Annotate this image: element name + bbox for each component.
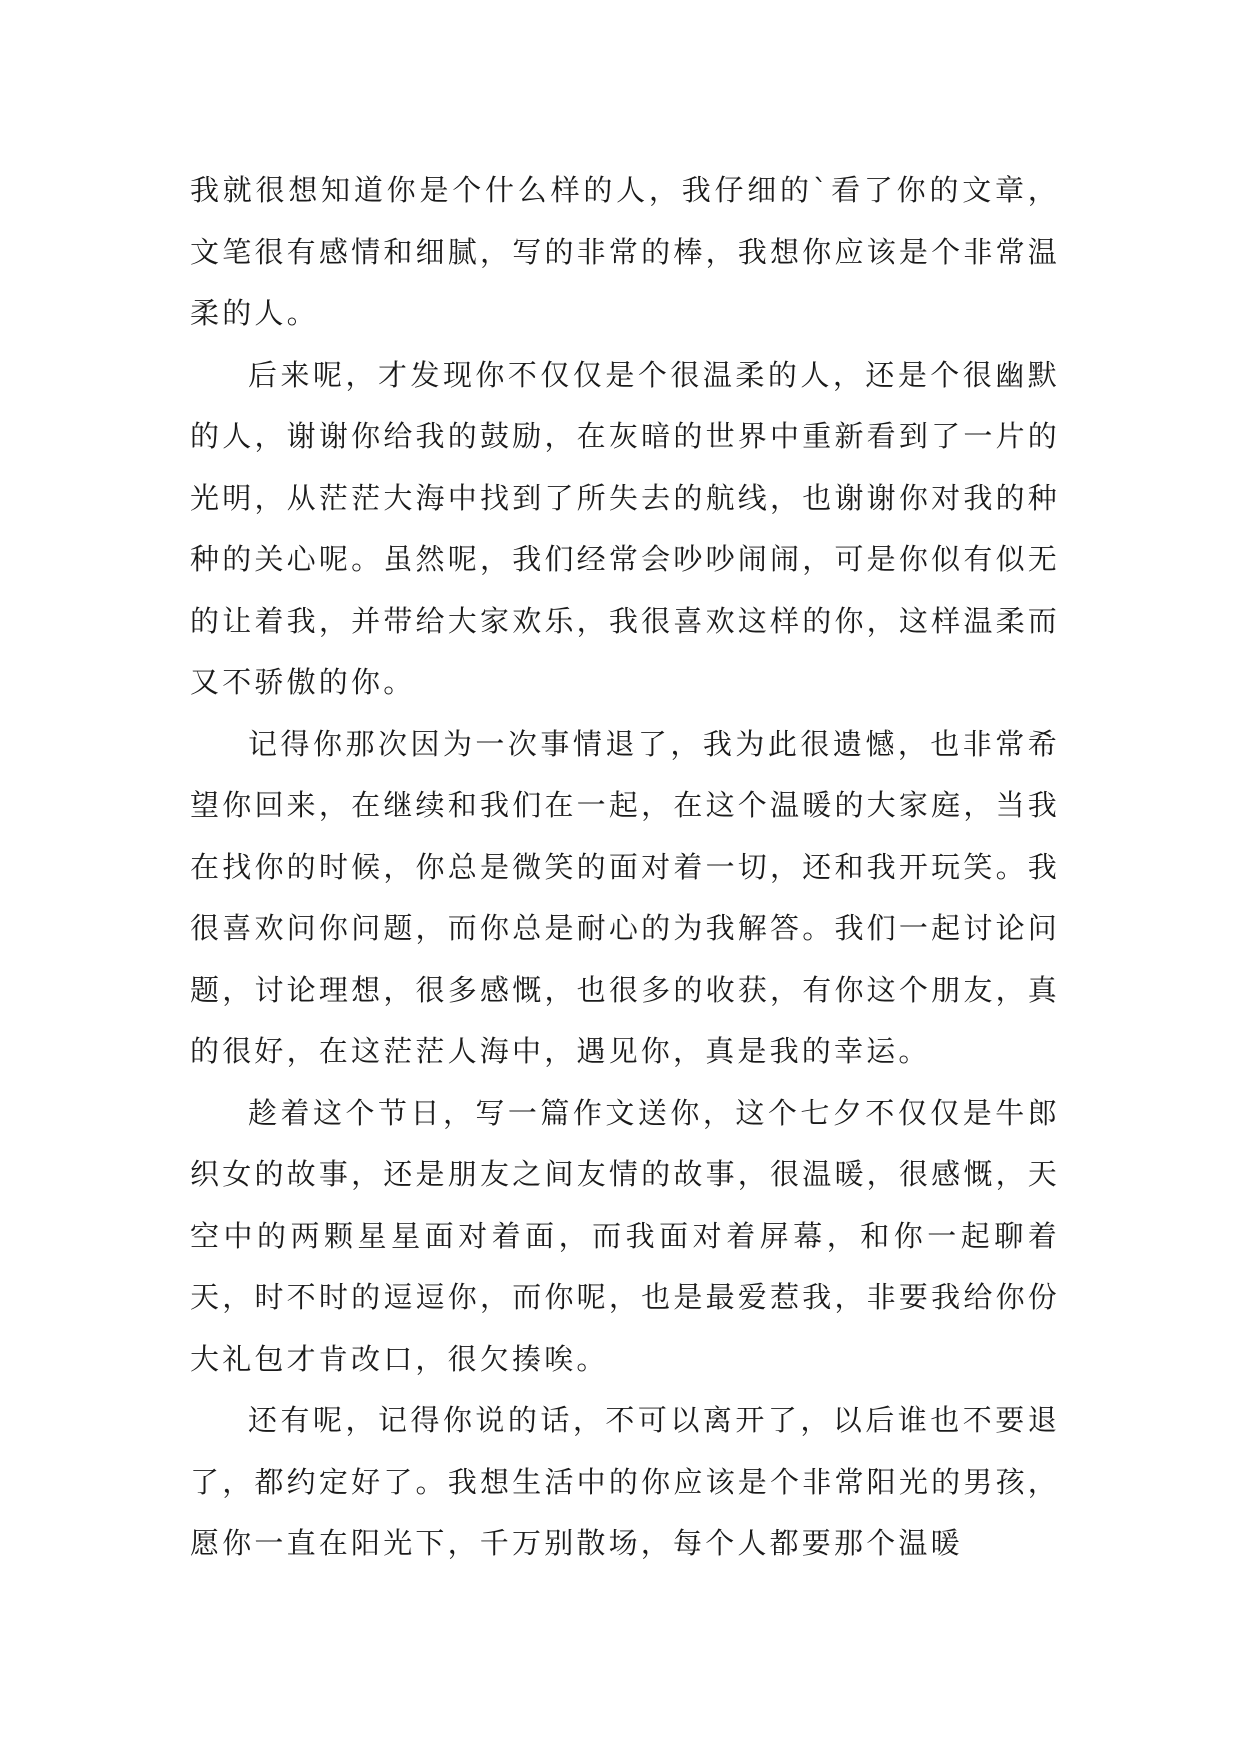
document-body bbox=[190, 160, 1060, 1575]
paragraph-2: 后来呢，才发现你不仅仅是个很温柔的人，还是个很幽默的人，谢谢你给我的鼓励，在灰暗的世界中重新看到了一片的光明，从茫茫大海中找到了所失去的航线，也谢谢你对我的种种的关心呢。虽然呢，我们经常会吵吵闹闹，可是你似有似无的让着我，并带给大家欢乐，我很喜欢这样的你，这样温柔而又不骄傲的你。 bbox=[190, 357, 1060, 699]
paragraph-1: 我就很想知道你是个什么样的人，我仔细的`看了你的文章，文笔很有感情和细腻，写的非常的棒，我想你应该是个非常温柔的人。 bbox=[190, 173, 1060, 330]
paragraph-3: 记得你那次因为一次事情退了，我为此很遗憾，也非常希望你回来，在继续和我们在一起，在这个温暖的大家庭，当我在找你的时候，你总是微笑的面对着一切，还和我开玩笑。我很喜欢问你问题，而你总是耐心的为我解答。我们一起讨论问题，讨论理想，很多感慨，也很多的收获，有你这个朋友，真的很好，在这茫茫人海中，遇见你，真是我的幸运。 bbox=[190, 726, 1060, 1068]
paragraph-4: 趁着这个节日，写一篇作文送你，这个七夕不仅仅是牛郎织女的故事，还是朋友之间友情的故事，很温暖，很感慨，天空中的两颗星星面对着面，而我面对着屏幕，和你一起聊着天，时不时的逗逗你，而你呢，也是最爱惹我，非要我给你份大礼包才肯改口，很欠揍唉。 bbox=[190, 1095, 1060, 1376]
paragraph-5: 还有呢，记得你说的话，不可以离开了，以后谁也不要退了，都约定好了。我想生活中的你应该是个非常阳光的男孩，愿你一直在阳光下，千万别散场，每个人都要那个温暖 bbox=[190, 1403, 1060, 1560]
